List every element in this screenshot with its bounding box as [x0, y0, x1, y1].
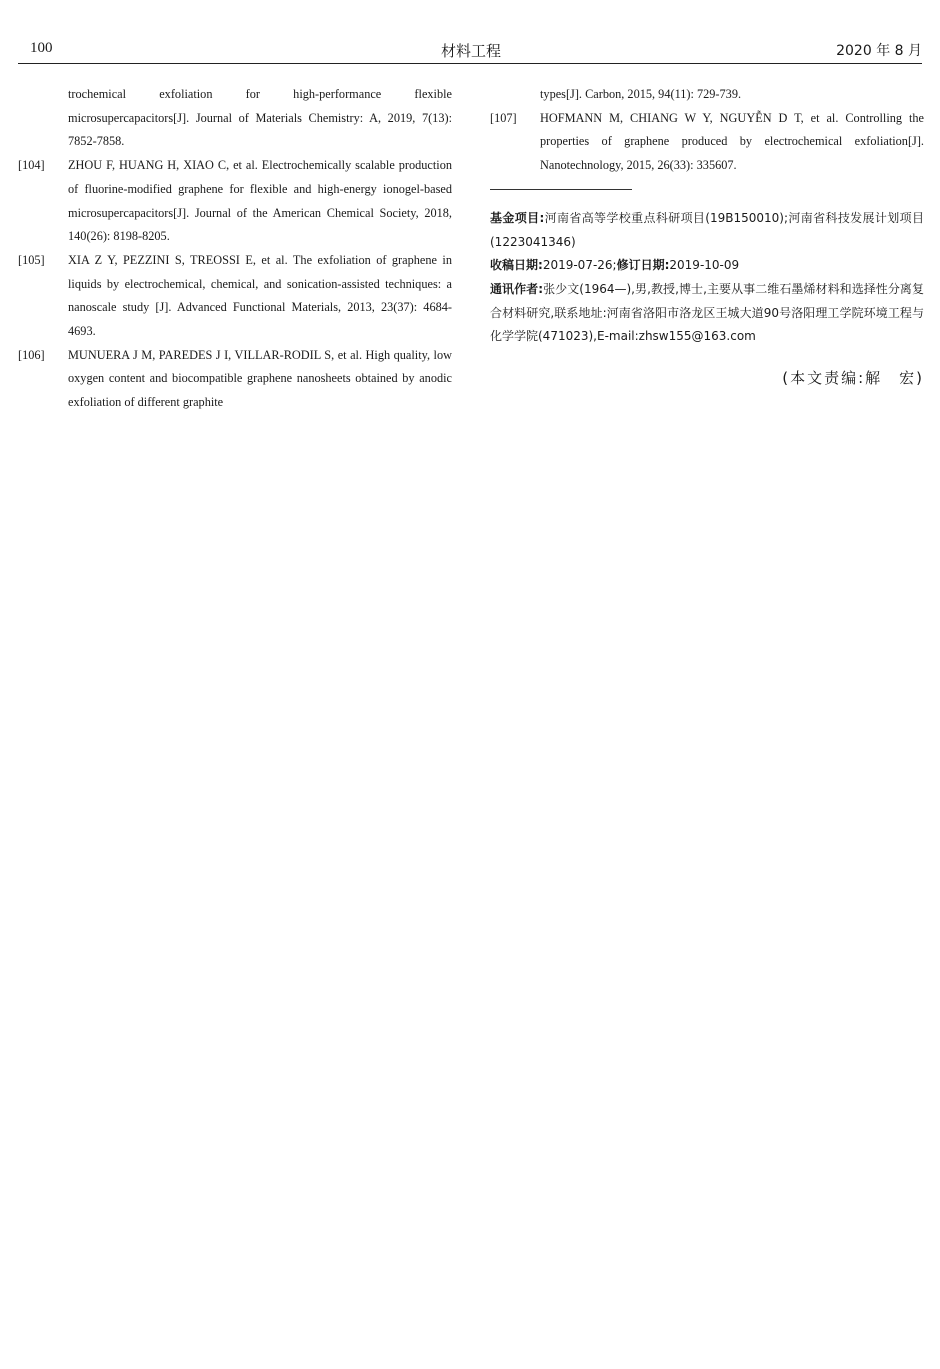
reference-continuation: trochemical exfoliation for high-performance flexible microsupercapacitors[J]. Journal of Materials Chemistry: A, 2019, 7(13): 7852-7858.	[68, 87, 452, 149]
reference-number: [107]	[490, 110, 517, 125]
received-date: 2019-07-26;	[542, 258, 617, 273]
reference-text: MUNUERA J M, PAREDES J I, VILLAR-RODIL S, et al. High quality, low oxygen content and biocompatible graphene nanosheets obtained by anodic exfoliation of different graphite	[68, 347, 452, 410]
page-number: 100	[30, 40, 53, 56]
reference-106	[18, 344, 452, 415]
reference-text: XIA Z Y, PEZZINI S, TREOSSI E, et al. The exfoliation of graphene in liquids by electrochemical, chemical, and sonication-assisted techniques: a nanoscale study [J]. Advanced Functional Materials, 2013, 23(37): 4684-4693.	[68, 252, 452, 339]
revised-label: 修订日期:	[616, 258, 670, 273]
reference-number: [106]	[18, 347, 45, 362]
footnote-divider	[490, 189, 632, 190]
dates-note	[490, 254, 924, 278]
editor-credit: (本文责编:解 宏)	[782, 369, 924, 388]
reference-104	[18, 154, 452, 249]
revised-date: 2019-10-09	[669, 258, 740, 273]
page-header	[20, 40, 922, 62]
received-label: 收稿日期:	[490, 258, 543, 273]
funding-note	[490, 207, 924, 254]
right-column	[490, 83, 924, 391]
corresponding-text: 张少文(1964—),男,教授,博士,主要从事二维石墨烯材料和选择性分离复合材料研究,联系地址:河南省洛阳市洛龙区王城大道90号洛阳理工学院环境工程与化学学院(471023),E-mail:zhsw155@163.com	[490, 281, 924, 344]
reference-105	[18, 249, 452, 344]
corresponding-label: 通讯作者:	[490, 281, 544, 296]
left-column	[18, 83, 452, 415]
funding-text: 河南省高等学校重点科研项目(19B150010);河南省科技发展计划项目(1223041346)	[490, 210, 924, 249]
reference-text: ZHOU F, HUANG H, XIAO C, et al. Electrochemically scalable production of fluorine-modified graphene for flexible and high-energy ionogel-based microsupercapacitors[J]. Journal of the American Chemical Society, 2018, 140(26): 8198-8205.	[68, 158, 452, 244]
funding-label: 基金项目:	[490, 210, 545, 225]
reference-text: HOFMANN M, CHIANG W Y, NGUYỄN D T, et al. Controlling the properties of graphene produced by electrochemical exfoliation[J]. Nanotechnology, 2015, 26(33): 335607.	[540, 110, 924, 173]
corresponding-author-note	[490, 278, 924, 349]
reference-number: [104]	[18, 158, 45, 173]
reference-number: [105]	[18, 252, 45, 267]
journal-name: 材料工程	[440, 42, 501, 60]
reference-107	[490, 107, 924, 178]
reference-continuation: types[J]. Carbon, 2015, 94(11): 729-739.	[540, 87, 742, 101]
issue-date: 2020 年 8 月	[836, 43, 922, 59]
header-rule	[18, 63, 922, 64]
